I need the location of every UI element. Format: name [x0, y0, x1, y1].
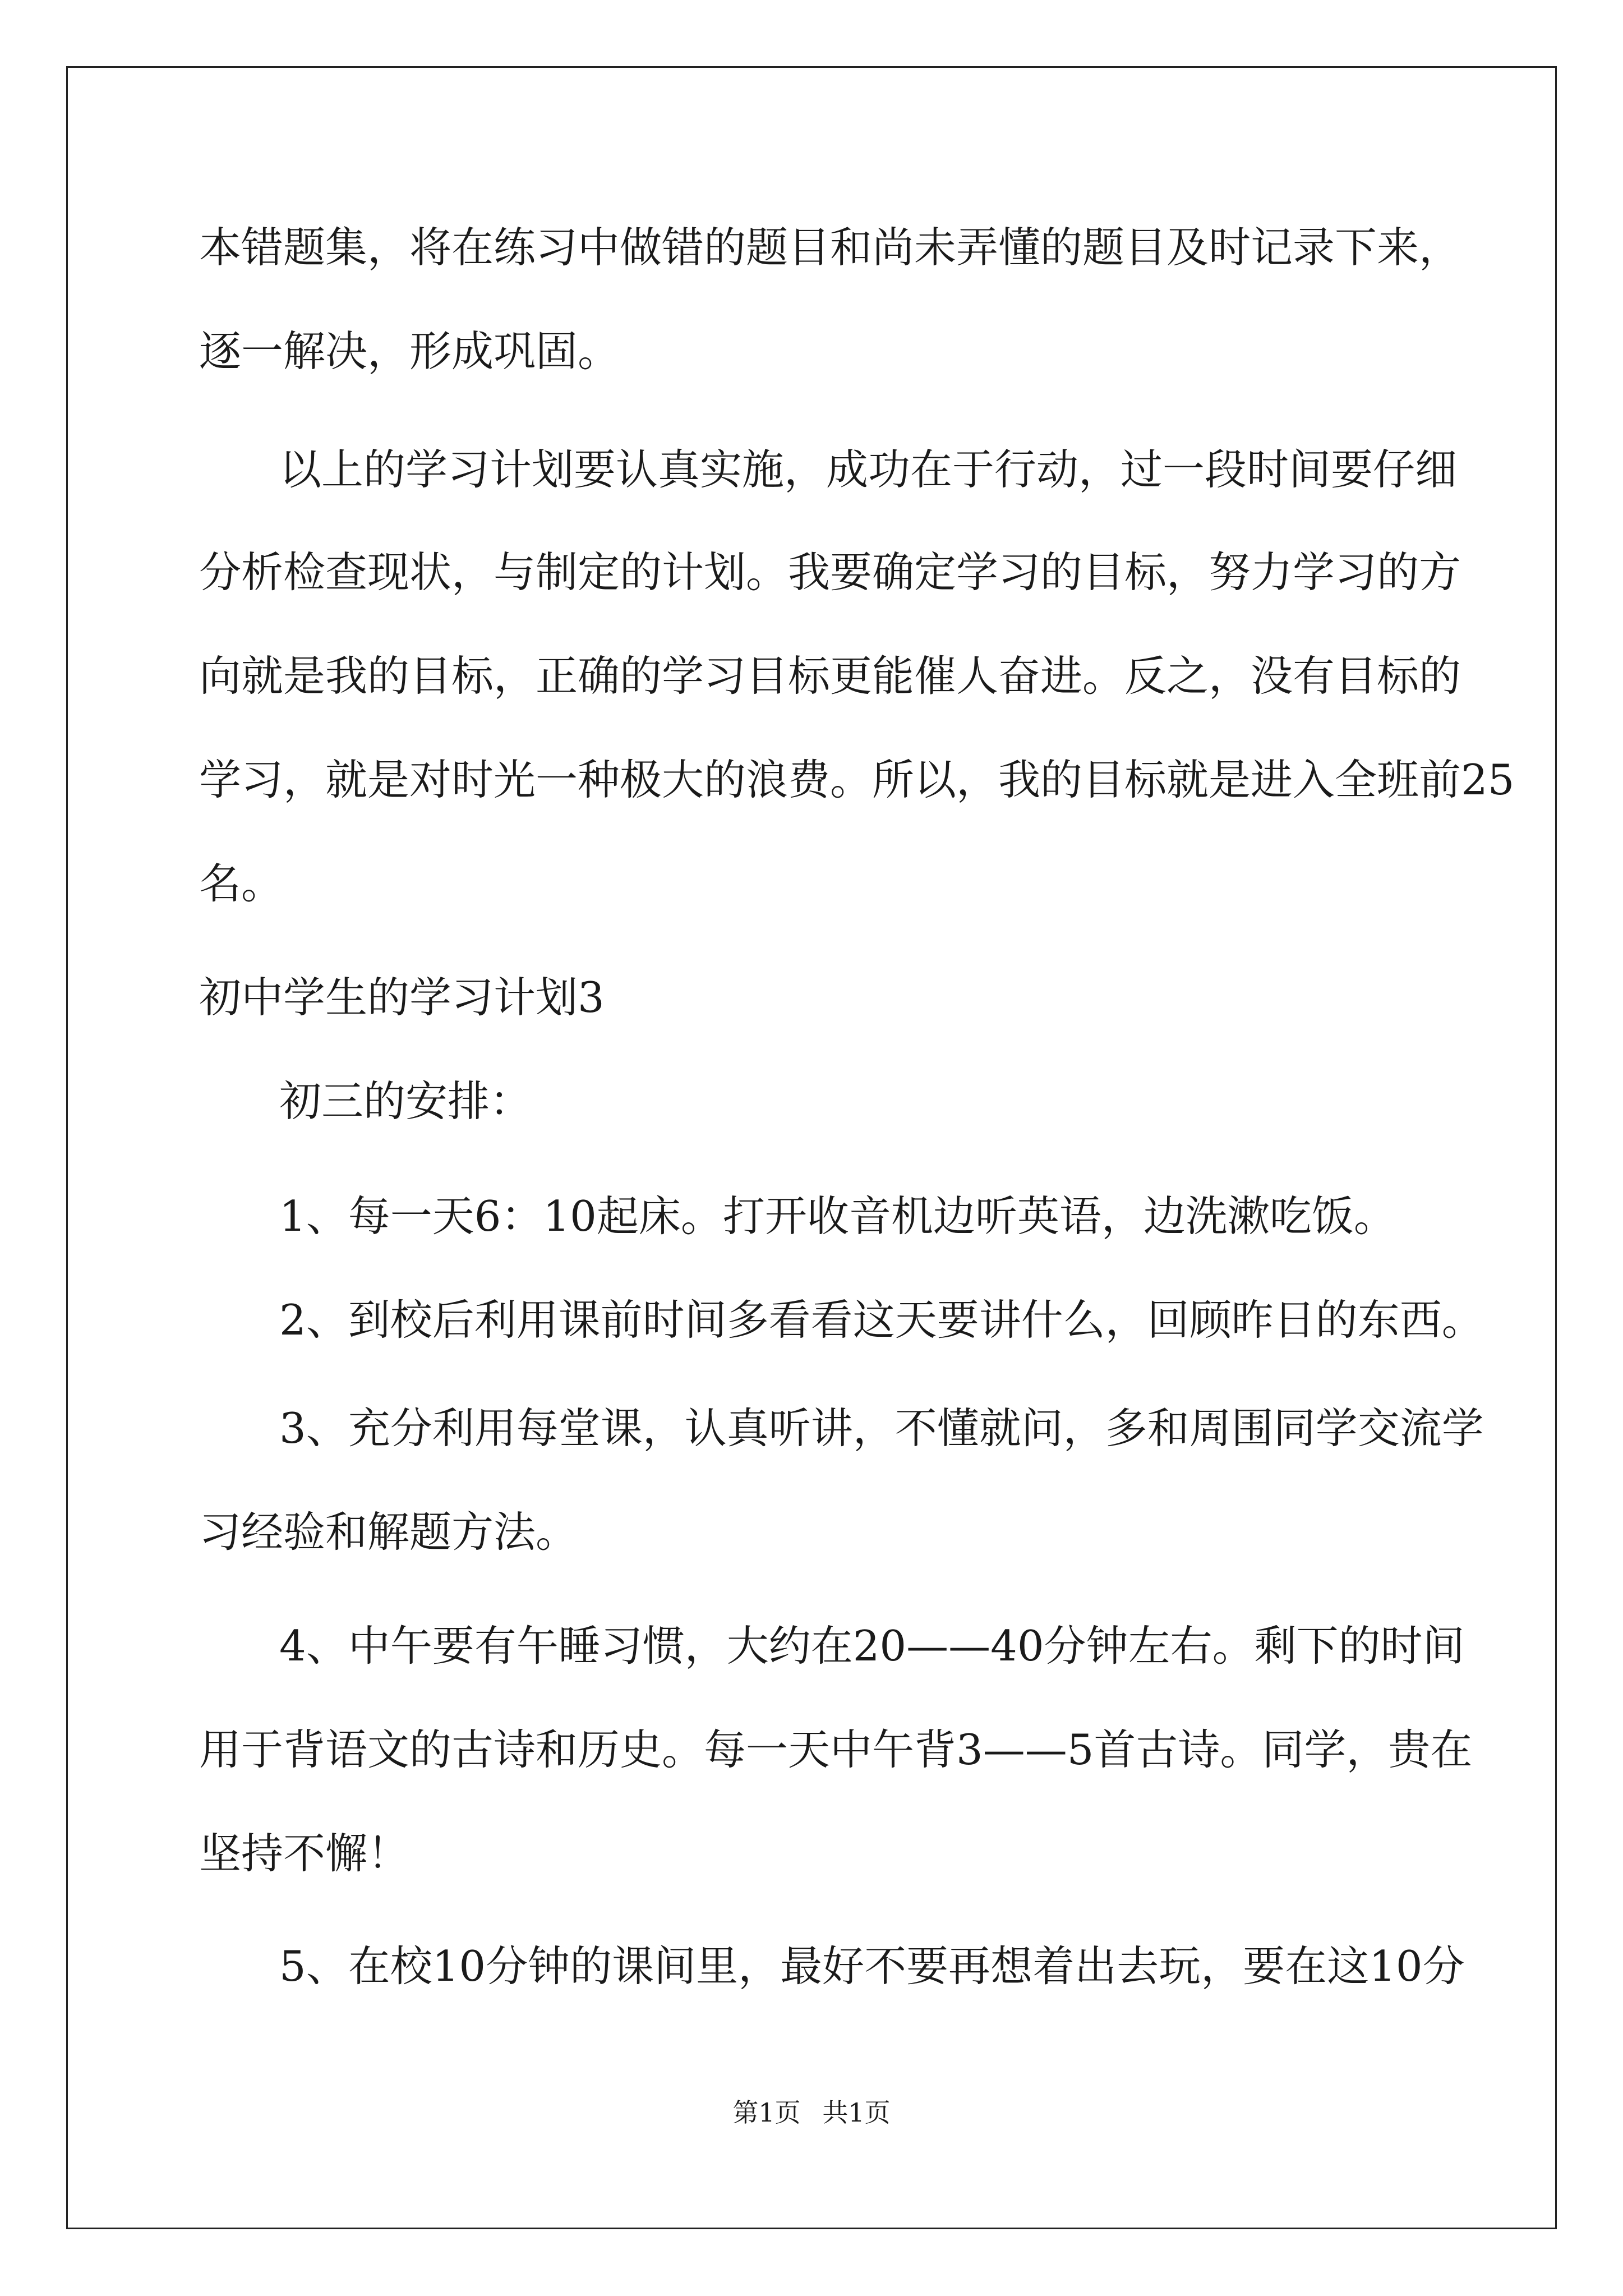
list-item: 3、充分利用每堂课，认真听讲，不懂就问，多和周围同学交流学 [279, 1404, 1484, 1453]
body-text-line: 习经验和解题方法。 [199, 1507, 578, 1557]
body-text-line: 学习，就是对时光一种极大的浪费。所以，我的目标就是进入全班前25 [199, 755, 1515, 804]
list-item: 5、在校10分钟的课间里，最好不要再想着出去玩，要在这10分 [279, 1941, 1465, 1991]
body-text-line: 分析检查现状，与制定的计划。我要确定学习的目标，努力学习的方 [199, 547, 1461, 597]
paragraph-first-line: 初三的安排： [279, 1076, 532, 1126]
list-item: 2、到校后利用课前时间多看看这天要讲什么，回顾昨日的东西。 [279, 1295, 1484, 1345]
section-heading: 初中学生的学习计划3 [199, 973, 605, 1022]
page-footer [0, 2097, 1623, 2128]
paragraph-first-line: 以上的学习计划要认真实施，成功在于行动，过一段时间要仔细 [279, 445, 1458, 494]
body-text-line: 逐一解决，形成巩固。 [199, 326, 620, 376]
list-item: 1、每一天6：10起床。打开收音机边听英语，边洗漱吃饭。 [279, 1191, 1396, 1241]
page-total: 共1页 [822, 2097, 891, 2128]
page-number: 第1页 [732, 2097, 801, 2128]
body-text-line: 坚持不懈！ [199, 1829, 410, 1878]
body-text-line: 向就是我的目标，正确的学习目标更能催人奋进。反之，没有目标的 [199, 651, 1461, 701]
page-border [66, 66, 1557, 2229]
body-text-line: 名。 [199, 859, 284, 908]
list-item: 4、中午要有午睡习惯，大约在20——40分钟左右。剩下的时间 [279, 1621, 1465, 1671]
body-text-line: 本错题集，将在练习中做错的题目和尚未弄懂的题目及时记录下来， [199, 223, 1461, 272]
body-text-line: 用于背语文的古诗和历史。每一天中午背3——5首古诗。同学，贵在 [199, 1725, 1473, 1774]
